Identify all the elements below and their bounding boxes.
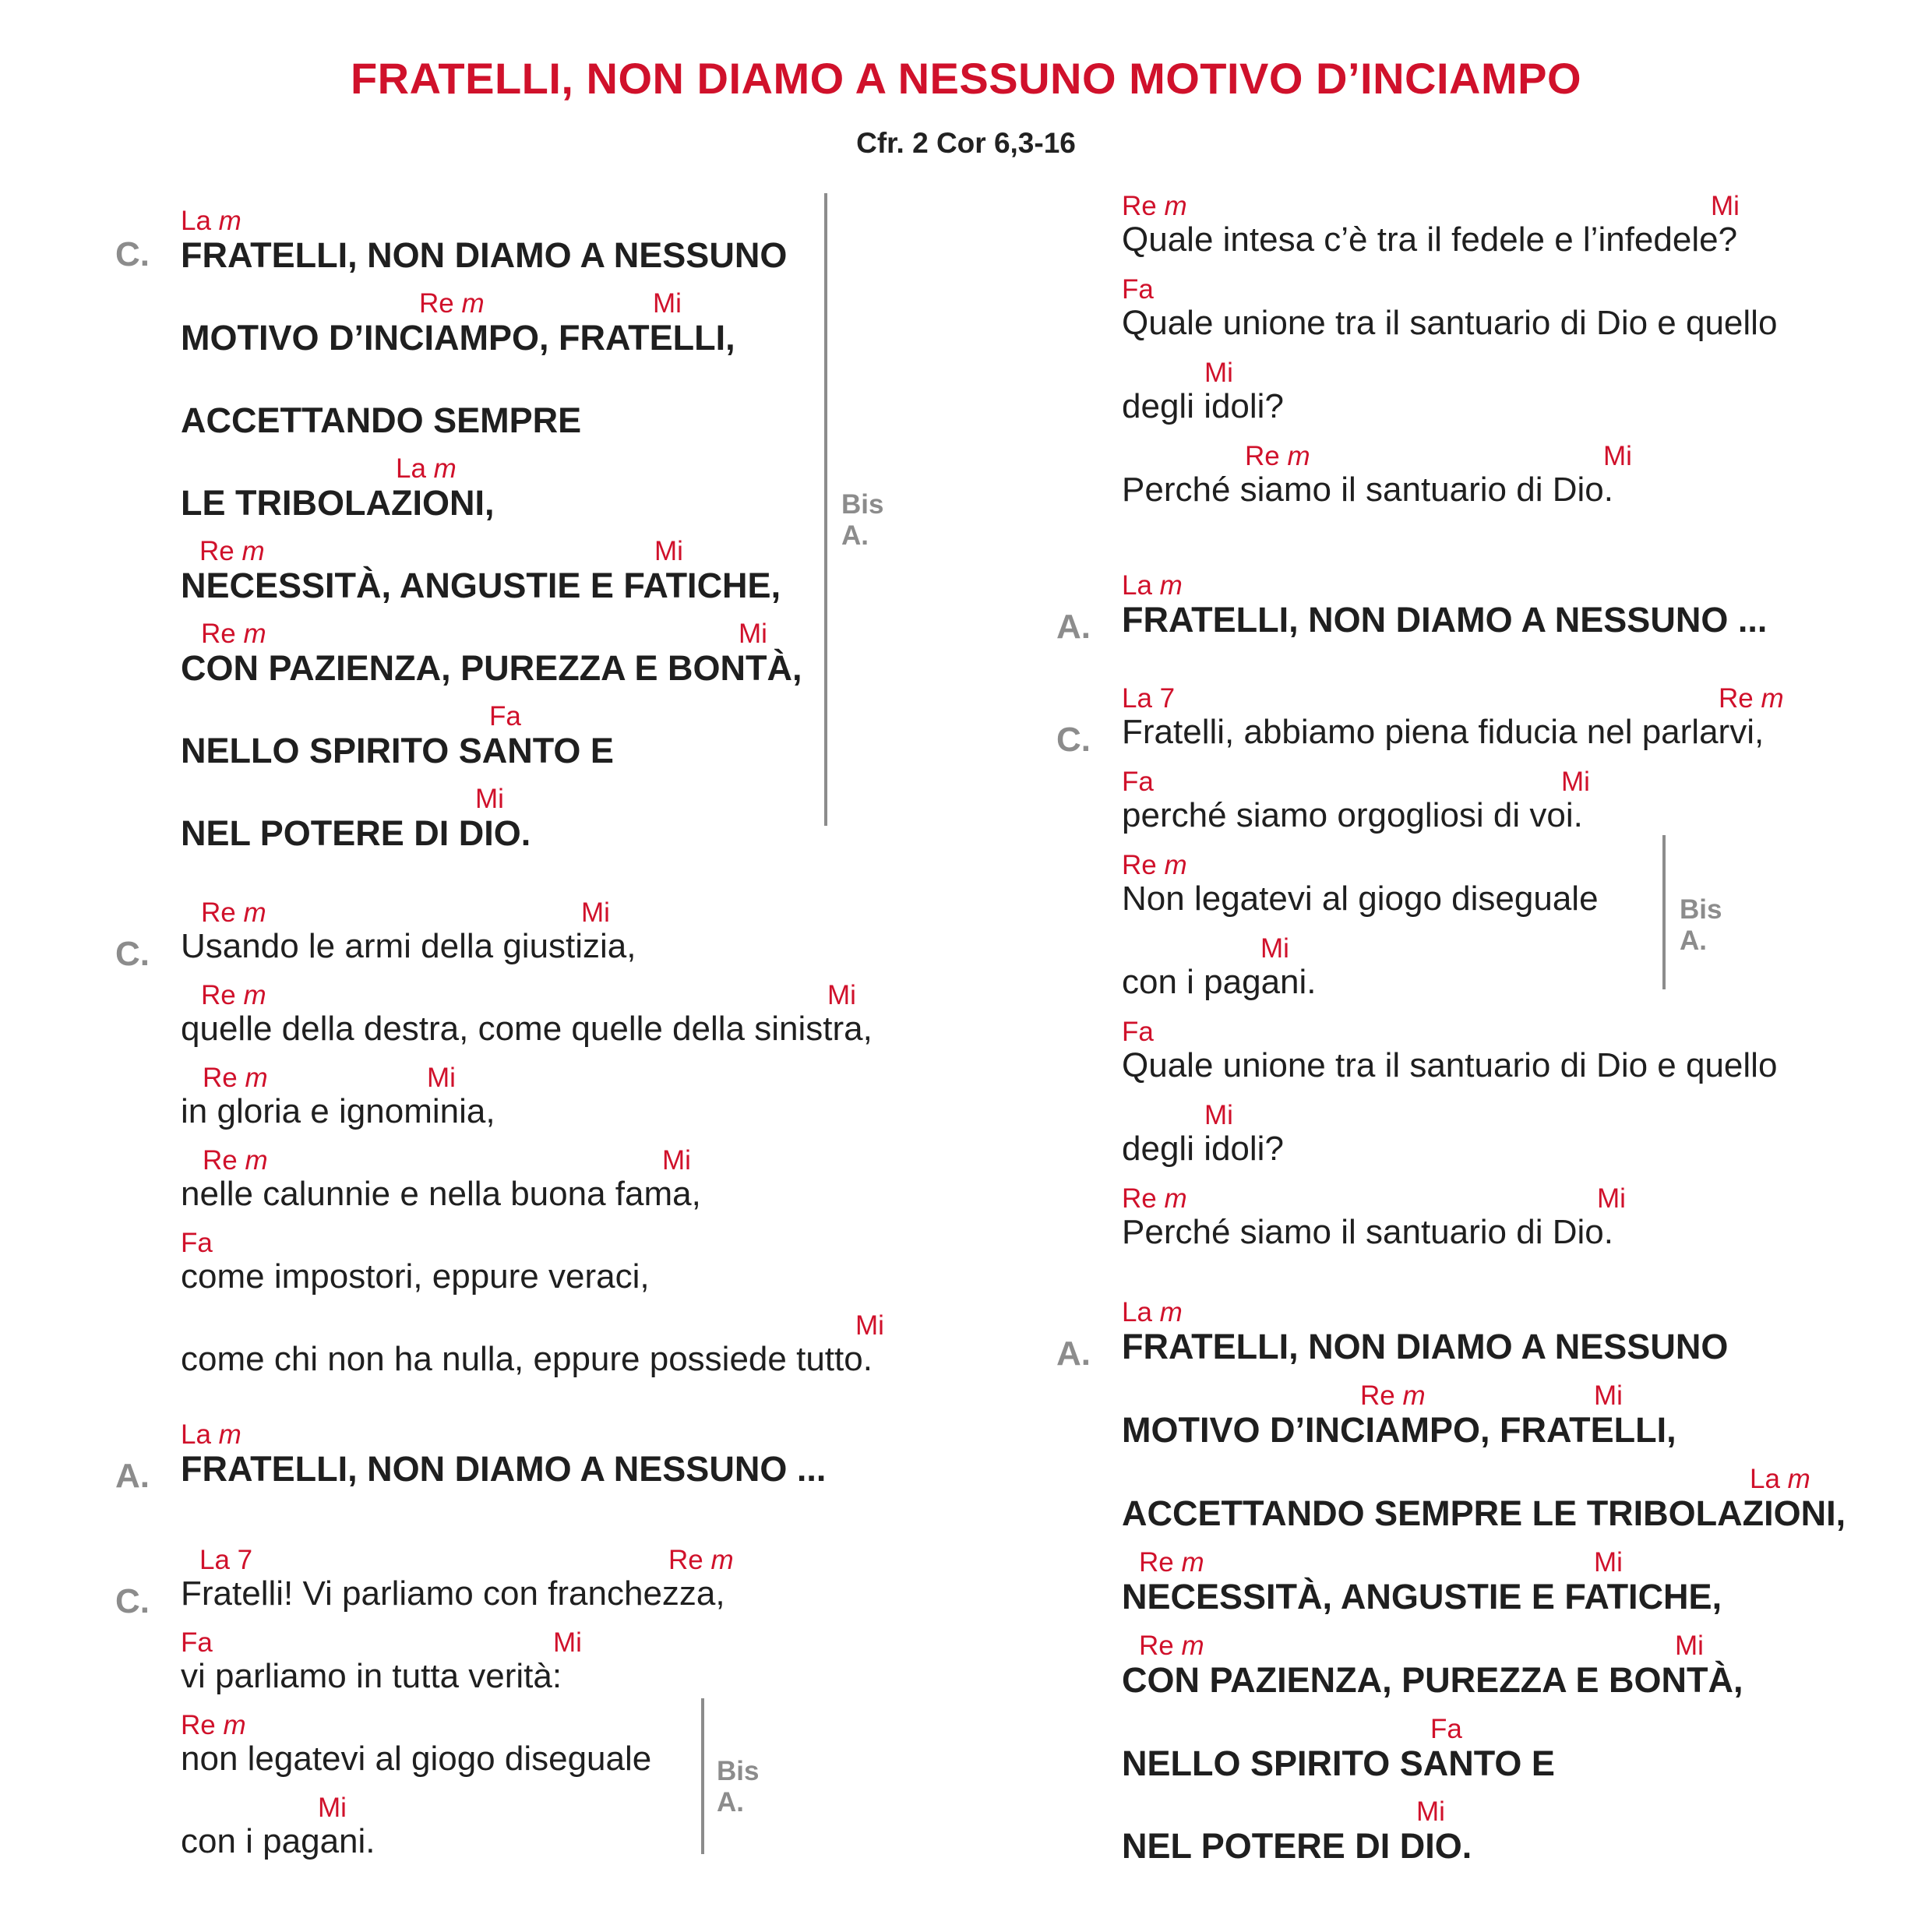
- lyric-text: degli idoli?: [1122, 387, 1284, 425]
- chord: [1122, 1183, 1187, 1215]
- chord-quality: m: [1181, 1631, 1204, 1661]
- lyric-text: con i pagani.: [181, 1822, 375, 1860]
- chord: [1416, 1796, 1445, 1828]
- lyric-text: in gloria e ignominia,: [181, 1092, 495, 1130]
- lyric-text: Perché siamo il santuario di Dio.: [1122, 1213, 1613, 1251]
- chord-root: Re: [419, 288, 454, 319]
- chord-root: La: [181, 1419, 211, 1450]
- lyric-text: come impostori, eppure veraci,: [181, 1257, 650, 1296]
- chord-root: Mi: [1561, 767, 1590, 797]
- repeat-bracket: [701, 1698, 704, 1854]
- chord-root: Re: [181, 1710, 216, 1740]
- lyric-text: NEL POTERE DI DIO.: [1122, 1826, 1472, 1866]
- chord: [203, 1063, 268, 1094]
- chord: [181, 1228, 213, 1259]
- chord-quality: m: [710, 1545, 734, 1575]
- lyric-text: FRATELLI, NON DIAMO A NESSUNO: [1122, 1327, 1729, 1366]
- chord-root: Mi: [581, 897, 610, 928]
- lyric-text: CON PAZIENZA, PUREZZA E BONTÀ,: [1122, 1660, 1743, 1700]
- chord: [1711, 191, 1740, 222]
- chord-root: Re: [199, 536, 234, 566]
- chord-root: Mi: [1204, 358, 1233, 388]
- chord: [419, 288, 485, 319]
- chord: [855, 1310, 884, 1341]
- chord-root: Re: [668, 1545, 703, 1575]
- lyric-text: Usando le armi della giustizia,: [181, 927, 636, 965]
- lyric-text: NELLO SPIRITO SANTO E: [1122, 1743, 1555, 1783]
- bis-label: Bis A.: [1680, 894, 1722, 956]
- chord-root: La: [1122, 1297, 1152, 1327]
- chord: [662, 1145, 691, 1176]
- chord-quality: m: [243, 980, 266, 1010]
- chord: [181, 1627, 213, 1659]
- stanza-label: A.: [1056, 1334, 1091, 1373]
- lyric-text: ACCETTANDO SEMPRE LE TRIBOLAZIONI,: [1122, 1493, 1846, 1533]
- lyric-text: NECESSITÀ, ANGUSTIE E FATICHE,: [181, 566, 781, 605]
- chord: [581, 897, 610, 929]
- lyric-text: MOTIVO D’INCIAMPO, FRATELLI,: [181, 318, 735, 358]
- chord: [1122, 850, 1187, 881]
- chord-quality: m: [1287, 441, 1310, 471]
- lyric-text: perché siamo orgogliosi di voi.: [1122, 796, 1583, 834]
- chord-quality: m: [1164, 191, 1187, 221]
- lyric-text: MOTIVO D’INCIAMPO, FRATELLI,: [1122, 1410, 1676, 1450]
- chord-quality: m: [218, 206, 242, 236]
- chord-quality: m: [1181, 1547, 1204, 1578]
- chord-root: Fa: [181, 1627, 213, 1658]
- chord-root: Re: [1719, 683, 1754, 714]
- chord-root: Re: [203, 1145, 238, 1176]
- chord-root: Mi: [1204, 1100, 1233, 1130]
- stanza-label: C.: [115, 935, 150, 973]
- chord: [181, 206, 242, 237]
- chord: [1122, 570, 1183, 601]
- chord-root: Mi: [1675, 1631, 1704, 1661]
- chord-quality: m: [242, 536, 265, 566]
- chord-root: Re: [201, 619, 236, 649]
- chord: [1594, 1380, 1623, 1412]
- chord: [201, 619, 266, 650]
- chord: [1675, 1631, 1704, 1662]
- chord-root: Mi: [475, 784, 504, 814]
- chord-root: Fa: [1122, 274, 1154, 305]
- chord: [1204, 358, 1233, 389]
- chord-quality: m: [433, 453, 457, 484]
- stanza-label: A.: [1056, 608, 1091, 646]
- chord: [654, 536, 683, 567]
- chord-root: Mi: [553, 1627, 582, 1658]
- lyric-text: NECESSITÀ, ANGUSTIE E FATICHE,: [1122, 1577, 1722, 1616]
- stanza-label: A.: [115, 1457, 150, 1495]
- chord: [1139, 1631, 1204, 1662]
- chord-quality: m: [1159, 570, 1183, 601]
- chord-quality: m: [1787, 1464, 1810, 1494]
- chord-root: Mi: [1416, 1796, 1445, 1827]
- lyric-text: Fratelli, abbiamo piena fiducia nel parlarvi,: [1122, 713, 1765, 751]
- chord: [203, 1145, 268, 1176]
- chord-root: Mi: [855, 1310, 884, 1341]
- chord-root: Re: [1139, 1547, 1174, 1578]
- lyric-text: FRATELLI, NON DIAMO A NESSUNO ...: [181, 1449, 827, 1489]
- lyric-text: come chi non ha nulla, eppure possiede tutto.: [181, 1340, 873, 1378]
- lyric-text: CON PAZIENZA, PUREZZA E BONTÀ,: [181, 648, 802, 688]
- chord-quality: m: [461, 288, 485, 319]
- lyric-text: Quale intesa c’è tra il fedele e l’infedele?: [1122, 220, 1738, 259]
- chord: [427, 1063, 456, 1094]
- chord: [1122, 767, 1154, 798]
- lyric-text: degli idoli?: [1122, 1130, 1284, 1168]
- chord: [1122, 1297, 1183, 1328]
- chord-root: Mi: [1594, 1547, 1623, 1578]
- lyric-text: NEL POTERE DI DIO.: [181, 813, 531, 853]
- repeat-bracket: [1662, 835, 1666, 989]
- chord: [1260, 933, 1289, 964]
- chord: [201, 897, 266, 929]
- lyric-text: Perché siamo il santuario di Dio.: [1122, 471, 1613, 509]
- chord: [181, 1710, 246, 1741]
- chord: [1122, 191, 1187, 222]
- chord-root: Fa: [1122, 767, 1154, 797]
- lyric-text: nelle calunnie e nella buona fama,: [181, 1175, 701, 1213]
- chord-root: La: [199, 1545, 230, 1575]
- chord-root: Fa: [1430, 1714, 1462, 1744]
- chord-root: Mi: [827, 980, 856, 1010]
- chord-root: Re: [1122, 191, 1157, 221]
- lyric-text: vi parliamo in tutta verità:: [181, 1657, 562, 1695]
- chord-root: La: [396, 453, 426, 484]
- chord-root: Re: [201, 980, 236, 1010]
- chord: [1594, 1547, 1623, 1578]
- chord-root: Mi: [427, 1063, 456, 1093]
- chord-root: Mi: [1597, 1183, 1626, 1214]
- lyric-text: Fratelli! Vi parliamo con franchezza,: [181, 1574, 725, 1613]
- lyric-text: quelle della destra, come quelle della sinistra,: [181, 1010, 873, 1048]
- chord: [475, 784, 504, 815]
- chord: [1122, 683, 1175, 714]
- chord: [1122, 274, 1154, 305]
- chord-root: Mi: [653, 288, 682, 319]
- chord-root: Fa: [181, 1228, 213, 1258]
- lyric-text: non legatevi al giogo diseguale: [181, 1740, 652, 1778]
- chord-quality: 7: [1159, 683, 1176, 714]
- chord-root: Mi: [662, 1145, 691, 1176]
- chord-root: Re: [201, 897, 236, 928]
- page-title: FRATELLI, NON DIAMO A NESSUNO MOTIVO D’INCIAMPO: [350, 54, 1582, 103]
- chord: [199, 1545, 252, 1576]
- chord: [1430, 1714, 1462, 1745]
- lyric-text: NELLO SPIRITO SANTO E: [181, 731, 614, 770]
- chord: [1603, 441, 1632, 472]
- page-subtitle: Cfr. 2 Cor 6,3-16: [856, 127, 1076, 159]
- chord: [1750, 1464, 1810, 1495]
- chord: [1122, 1017, 1154, 1048]
- chord-root: Fa: [489, 701, 521, 732]
- chord-root: Mi: [1260, 933, 1289, 964]
- chord: [653, 288, 682, 319]
- lyric-text: LE TRIBOLAZIONI,: [181, 483, 495, 523]
- chord-root: Re: [1360, 1380, 1395, 1411]
- chord: [181, 1419, 242, 1451]
- chord-root: Mi: [1711, 191, 1740, 221]
- chord-quality: m: [218, 1419, 242, 1450]
- chord-root: Mi: [318, 1793, 347, 1823]
- chord-root: Re: [1122, 1183, 1157, 1214]
- chord-root: Mi: [739, 619, 767, 649]
- repeat-bracket: [824, 193, 827, 826]
- chord: [1139, 1547, 1204, 1578]
- bis-label: Bis A.: [841, 489, 884, 551]
- chord-quality: m: [1402, 1380, 1426, 1411]
- chord-root: Mi: [1594, 1380, 1623, 1411]
- chord-quality: m: [245, 1145, 268, 1176]
- chord: [1561, 767, 1590, 798]
- chord: [553, 1627, 582, 1659]
- chord-quality: m: [243, 897, 266, 928]
- chord-quality: m: [1761, 683, 1784, 714]
- chord: [739, 619, 767, 650]
- chord-root: Mi: [654, 536, 683, 566]
- chord-quality: m: [1164, 1183, 1187, 1214]
- chord-root: Mi: [1603, 441, 1632, 471]
- chord: [489, 701, 521, 732]
- chord-quality: m: [223, 1710, 246, 1740]
- chord: [1245, 441, 1310, 472]
- chord: [396, 453, 457, 485]
- chord-root: Re: [1245, 441, 1280, 471]
- chord-root: La: [1122, 570, 1152, 601]
- lyric-text: FRATELLI, NON DIAMO A NESSUNO: [181, 235, 788, 275]
- chord-root: Fa: [1122, 1017, 1154, 1047]
- chord-root: La: [1122, 683, 1152, 714]
- chord: [1204, 1100, 1233, 1131]
- chord: [827, 980, 856, 1011]
- stanza-label: C.: [1056, 721, 1091, 759]
- chord-quality: m: [245, 1063, 268, 1093]
- chord-quality: m: [1159, 1297, 1183, 1327]
- chord-root: Re: [1122, 850, 1157, 880]
- chord: [668, 1545, 734, 1576]
- chord: [201, 980, 266, 1011]
- lyric-text: Quale unione tra il santuario di Dio e quello: [1122, 304, 1778, 342]
- chord: [199, 536, 265, 567]
- chord: [1360, 1380, 1426, 1412]
- stanza-label: C.: [115, 1582, 150, 1620]
- chord: [1597, 1183, 1626, 1215]
- lyric-text: con i pagani.: [1122, 963, 1317, 1001]
- bis-label: Bis A.: [717, 1756, 760, 1817]
- chord-quality: m: [243, 619, 266, 649]
- chord-quality: m: [1164, 850, 1187, 880]
- lyric-text: Non legatevi al giogo diseguale: [1122, 880, 1599, 918]
- chord-quality: 7: [237, 1545, 253, 1575]
- lyric-text: Quale unione tra il santuario di Dio e quello: [1122, 1046, 1778, 1084]
- chord-root: Re: [203, 1063, 238, 1093]
- stanza-label: C.: [115, 235, 150, 273]
- chord-root: La: [1750, 1464, 1780, 1494]
- lyric-text: ACCETTANDO SEMPRE: [181, 400, 582, 440]
- chord-root: La: [181, 206, 211, 236]
- lyric-text: FRATELLI, NON DIAMO A NESSUNO ...: [1122, 600, 1768, 640]
- chord: [1719, 683, 1784, 714]
- chord: [318, 1793, 347, 1824]
- chord-root: Re: [1139, 1631, 1174, 1661]
